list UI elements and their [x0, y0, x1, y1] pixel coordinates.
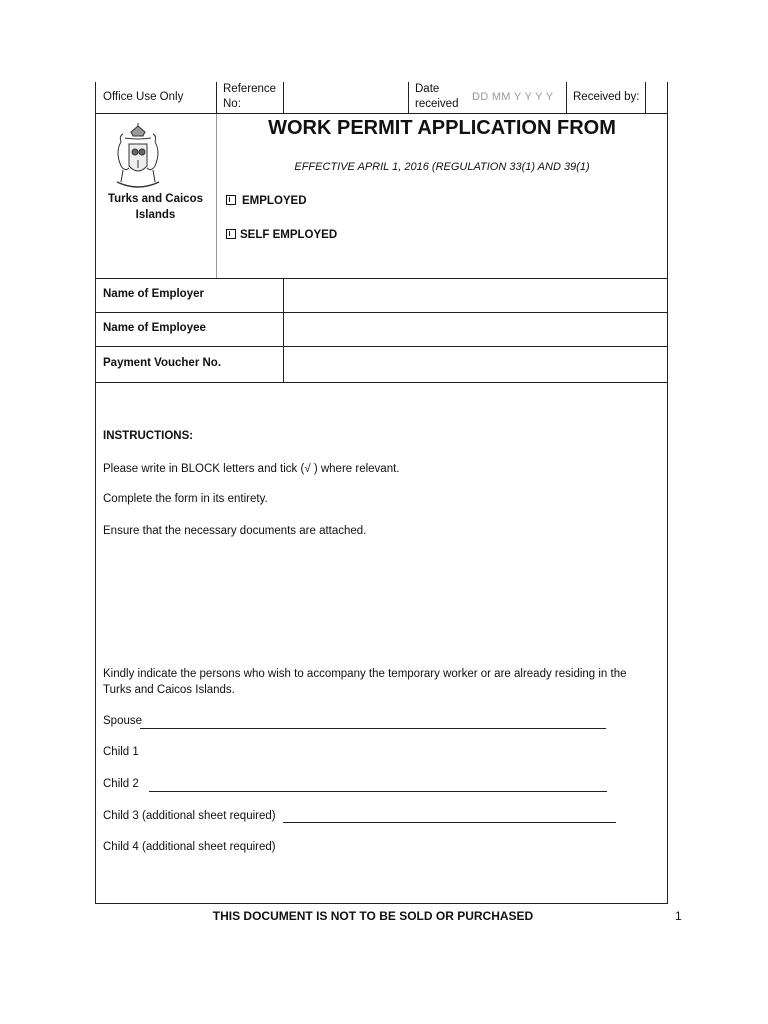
- frame-bottom: [95, 903, 668, 904]
- reference-input[interactable]: [284, 83, 407, 112]
- office-use-label: Office Use Only: [103, 91, 184, 103]
- header-divider-1: [216, 82, 217, 113]
- child4-label: Child 4 (additional sheet required): [103, 841, 276, 853]
- instructions-heading: INSTRUCTIONS:: [103, 430, 194, 442]
- employer-name-label: Name of Employer: [103, 288, 204, 300]
- date-label-line1: Date: [415, 83, 440, 95]
- child3-input[interactable]: [283, 822, 616, 823]
- fields-line-3: [95, 346, 668, 347]
- reference-label-line2: No:: [223, 98, 241, 110]
- frame-right: [667, 82, 668, 903]
- received-by-label: Received by:: [573, 91, 640, 103]
- option-employed[interactable]: [226, 195, 307, 207]
- child3-label: Child 3 (additional sheet required): [103, 810, 276, 822]
- payment-voucher-label: Payment Voucher No.: [103, 357, 222, 369]
- employee-name-label: Name of Employee: [103, 322, 206, 334]
- reference-label-line1: Reference: [223, 83, 277, 95]
- effective-date: EFFECTIVE APRIL 1, 2016 (REGULATION 33(1) AND 39(1): [294, 161, 590, 173]
- spouse-label: Spouse: [103, 715, 143, 727]
- fields-line-2: [95, 312, 668, 313]
- employed-label: EMPLOYED: [242, 195, 307, 207]
- instruction-line-3: Ensure that the necessary documents are attached.: [103, 525, 367, 537]
- instruction-line-1: Please write in BLOCK letters and tick (√ ) where relevant.: [103, 463, 400, 475]
- country-name-line1: Turks and Caicos: [107, 193, 203, 205]
- header-divider-4: [566, 82, 567, 113]
- persons-intro-line1: Kindly indicate the persons who wish to accompany the temporary worker or are already residing in the: [103, 668, 627, 680]
- spouse-input[interactable]: [140, 728, 606, 729]
- date-label-line2: received: [415, 98, 459, 110]
- frame-left: [95, 82, 96, 903]
- self-employed-label: SELF EMPLOYED: [240, 229, 338, 241]
- footer-notice: THIS DOCUMENT IS NOT TO BE SOLD OR PURCHASED: [212, 909, 534, 923]
- page-number: 1: [675, 909, 682, 923]
- child2-label: Child 2: [103, 778, 139, 790]
- header-divider-5: [645, 82, 646, 113]
- self-employed-checkbox[interactable]: [226, 229, 236, 239]
- employee-name-input[interactable]: [285, 314, 665, 345]
- form-title: WORK PERMIT APPLICATION FROM: [268, 117, 616, 139]
- date-format-placeholder[interactable]: DD MM Y Y Y Y: [472, 91, 554, 103]
- option-self-employed[interactable]: [226, 229, 337, 241]
- coat-of-arms-icon: [109, 122, 167, 194]
- fields-bottom-line: [95, 382, 668, 383]
- fields-top-line: [95, 278, 668, 279]
- payment-voucher-input[interactable]: [285, 348, 665, 381]
- employed-checkbox[interactable]: [226, 195, 236, 205]
- country-name-line2: Islands: [135, 209, 176, 221]
- fields-column-divider: [283, 278, 284, 382]
- header-divider-3: [408, 82, 409, 113]
- header-bottom-line: [95, 113, 668, 114]
- persons-intro-line2: Turks and Caicos Islands.: [103, 684, 235, 696]
- child1-label: Child 1: [103, 746, 139, 758]
- employer-name-input[interactable]: [285, 280, 665, 311]
- instruction-line-2: Complete the form in its entirety.: [103, 493, 268, 505]
- child2-input[interactable]: [149, 791, 607, 792]
